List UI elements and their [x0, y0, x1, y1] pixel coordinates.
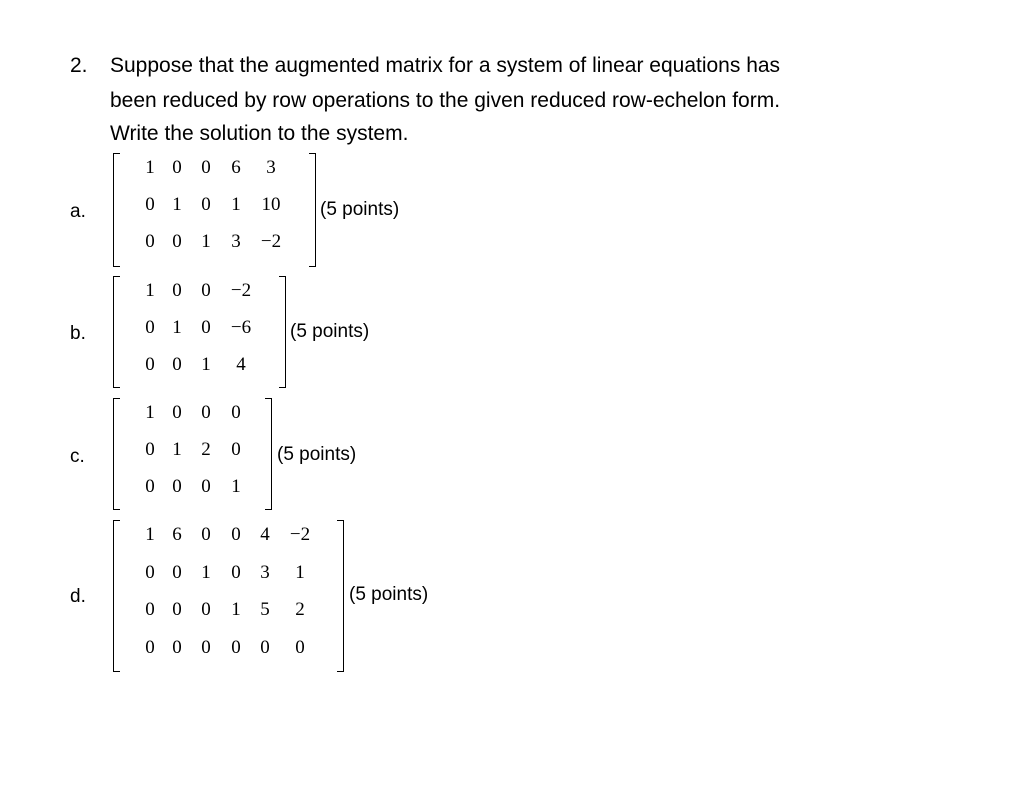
matrix-cell: 4: [260, 524, 270, 545]
matrix-cell: 3: [260, 562, 270, 583]
matrix-cell: 0: [172, 402, 182, 423]
matrix-cell: 0: [145, 231, 155, 252]
matrix-cell: 10: [261, 194, 281, 215]
matrix-cell: 1: [201, 562, 211, 583]
matrix-cell: 0: [172, 562, 182, 583]
matrix-cell: −6: [230, 317, 252, 338]
matrix-cell: 6: [231, 157, 241, 178]
matrix-bracket-left: [113, 398, 120, 510]
matrix-cell: 0: [172, 476, 182, 497]
matrix-bracket-right: [265, 398, 272, 510]
matrix-cell: 4: [236, 354, 246, 375]
matrix-cell: 2: [201, 439, 211, 460]
matrix-cell: 0: [201, 637, 211, 658]
matrix-cell: 0: [201, 280, 211, 301]
matrix-cell: 1: [145, 402, 155, 423]
matrix-cell: 0: [231, 524, 241, 545]
matrix-cell: 5: [260, 599, 270, 620]
matrix-bracket-left: [113, 520, 120, 672]
matrix-cell: 0: [260, 637, 270, 658]
matrix-a: [113, 153, 316, 267]
matrix-cell: 0: [201, 524, 211, 545]
matrix-cell: 2: [295, 599, 305, 620]
matrix-cell: 1: [145, 157, 155, 178]
matrix-d: [113, 520, 344, 672]
matrix-cell: 0: [145, 354, 155, 375]
points-c: (5 points): [277, 444, 357, 465]
part-label-a: a.: [70, 201, 86, 222]
matrix-cell: 1: [231, 194, 241, 215]
points-d: (5 points): [349, 584, 429, 605]
matrix-cell: 1: [231, 599, 241, 620]
matrix-cell: 0: [201, 157, 211, 178]
matrix-cell: 0: [172, 599, 182, 620]
matrix-cell: 1: [201, 231, 211, 252]
points-b: (5 points): [290, 321, 370, 342]
matrix-cell: 1: [172, 194, 182, 215]
matrix-cell: 1: [145, 280, 155, 301]
matrix-cell: 1: [295, 562, 305, 583]
matrix-cell: 1: [231, 476, 241, 497]
matrix-cell: 0: [145, 562, 155, 583]
points-a: (5 points): [320, 199, 400, 220]
matrix-cell: 0: [201, 402, 211, 423]
matrix-bracket-right: [337, 520, 344, 672]
matrix-cell: −2: [260, 231, 282, 252]
part-label-c: c.: [70, 446, 85, 467]
matrix-c: [113, 398, 272, 510]
matrix-cell: 0: [201, 194, 211, 215]
question-text-line-3: Write the solution to the system.: [110, 122, 409, 145]
matrix-cell: 0: [201, 599, 211, 620]
question-text-line-2: been reduced by row operations to the given reduced row-echelon form.: [110, 89, 781, 112]
part-label-d: d.: [70, 586, 86, 607]
matrix-cell: 0: [201, 317, 211, 338]
matrix-b: [113, 276, 286, 388]
matrix-cell: 0: [231, 562, 241, 583]
matrix-cell: 1: [172, 317, 182, 338]
matrix-cell: 0: [172, 231, 182, 252]
matrix-cell: 0: [172, 354, 182, 375]
matrix-cell: −2: [289, 524, 311, 545]
matrix-cell: 1: [201, 354, 211, 375]
matrix-cell: 0: [231, 637, 241, 658]
matrix-cell: 0: [145, 439, 155, 460]
matrix-cell: 0: [145, 194, 155, 215]
matrix-cell: 0: [172, 280, 182, 301]
matrix-cell: 6: [172, 524, 182, 545]
matrix-bracket-left: [113, 276, 120, 388]
matrix-cell: 1: [145, 524, 155, 545]
matrix-cell: 3: [266, 157, 276, 178]
matrix-cell: 0: [231, 402, 241, 423]
matrix-cell: 0: [231, 439, 241, 460]
matrix-bracket-left: [113, 153, 120, 267]
matrix-cell: 0: [145, 317, 155, 338]
matrix-cell: 0: [145, 476, 155, 497]
matrix-cell: 1: [172, 439, 182, 460]
matrix-cell: 0: [145, 599, 155, 620]
matrix-bracket-right: [309, 153, 316, 267]
matrix-cell: 3: [231, 231, 241, 252]
matrix-cell: −2: [230, 280, 252, 301]
matrix-cell: 0: [295, 637, 305, 658]
question-number: 2.: [70, 54, 88, 77]
matrix-cell: 0: [201, 476, 211, 497]
matrix-cell: 0: [172, 637, 182, 658]
matrix-cell: 0: [172, 157, 182, 178]
matrix-cell: 0: [145, 637, 155, 658]
matrix-bracket-right: [279, 276, 286, 388]
question-text-line-1: Suppose that the augmented matrix for a system of linear equations has: [110, 54, 781, 77]
part-label-b: b.: [70, 323, 86, 344]
